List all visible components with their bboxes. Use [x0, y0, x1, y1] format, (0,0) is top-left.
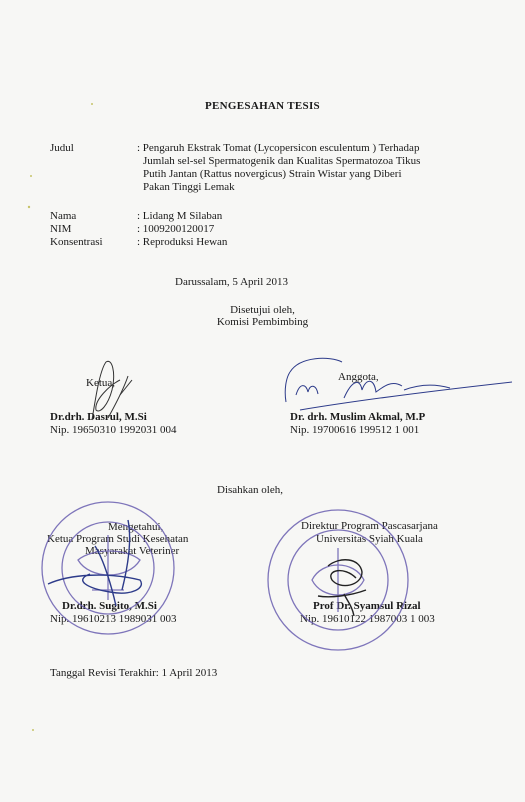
approved-by: [0, 304, 525, 328]
approved-by-line: Disetujui oleh,: [230, 304, 295, 316]
ketua-nip: Nip. 19650310 1992031 004: [50, 424, 177, 436]
judul-line-3: Putih Jantan (Rattus novergicus) Strain Wistar yang Diberi: [143, 168, 402, 180]
ketua-role: Ketua,: [86, 377, 116, 389]
anggota-nip: Nip. 19700616 199512 1 001: [290, 424, 420, 436]
nim-label: NIM: [50, 223, 72, 235]
anggota-name: Dr. drh. Muslim Akmal, M.P: [290, 411, 426, 423]
left-official-name: Dr.drh. Sugito, M.Si: [62, 600, 157, 612]
judul-line-1: : Pengaruh Ekstrak Tomat (Lycopersicon esculentum ) Terhadap: [137, 142, 420, 154]
left-official-line2: Ketua Program Studi Kesehatan: [47, 533, 189, 545]
nim-value: : 1009200120017: [137, 223, 215, 235]
anggota-role: Anggota,: [338, 371, 379, 383]
speck-2: [30, 175, 32, 177]
right-official-nip: Nip. 19610122 1987003 1 003: [300, 613, 435, 625]
right-official-name: Prof Dr. Syamsul Rizal: [313, 600, 421, 612]
left-official-line1: Mengetahui,: [108, 521, 164, 533]
ratified-by: Disahkan oleh,: [217, 484, 283, 496]
right-official-line1: Direktur Program Pascasarjana: [301, 520, 438, 532]
place-date: Darussalam, 5 April 2013: [175, 276, 289, 288]
judul-line-4: Pakan Tinggi Lemak: [143, 181, 235, 193]
left-official-nip: Nip. 19610213 1989031 003: [50, 613, 177, 625]
judul-line-2: Jumlah sel-sel Spermatogenik dan Kualitas Spermatozoa Tikus: [143, 155, 421, 167]
committee-line: Komisi Pembimbing: [216, 316, 309, 328]
left-official-line3: Masyarakat Veteriner: [85, 545, 180, 557]
right-official-line2: Universitas Syiah Kuala: [316, 533, 423, 545]
judul-value: [137, 142, 477, 194]
page-title: PENGESAHAN TESIS: [205, 100, 320, 112]
ketua-name: Dr.drh. Dasrul, M.Si: [50, 411, 147, 423]
anggota-signature: [285, 358, 512, 410]
nama-value: : Lidang M Silaban: [137, 210, 223, 222]
revision-date: Tanggal Revisi Terakhir: 1 April 2013: [50, 667, 218, 679]
speck-3: [28, 206, 30, 208]
judul-label: Judul: [50, 142, 74, 154]
speck-4: [32, 729, 34, 731]
nama-label: Nama: [50, 210, 77, 222]
konsentrasi-value: : Reproduksi Hewan: [137, 236, 228, 248]
konsentrasi-label: Konsentrasi: [50, 236, 103, 248]
